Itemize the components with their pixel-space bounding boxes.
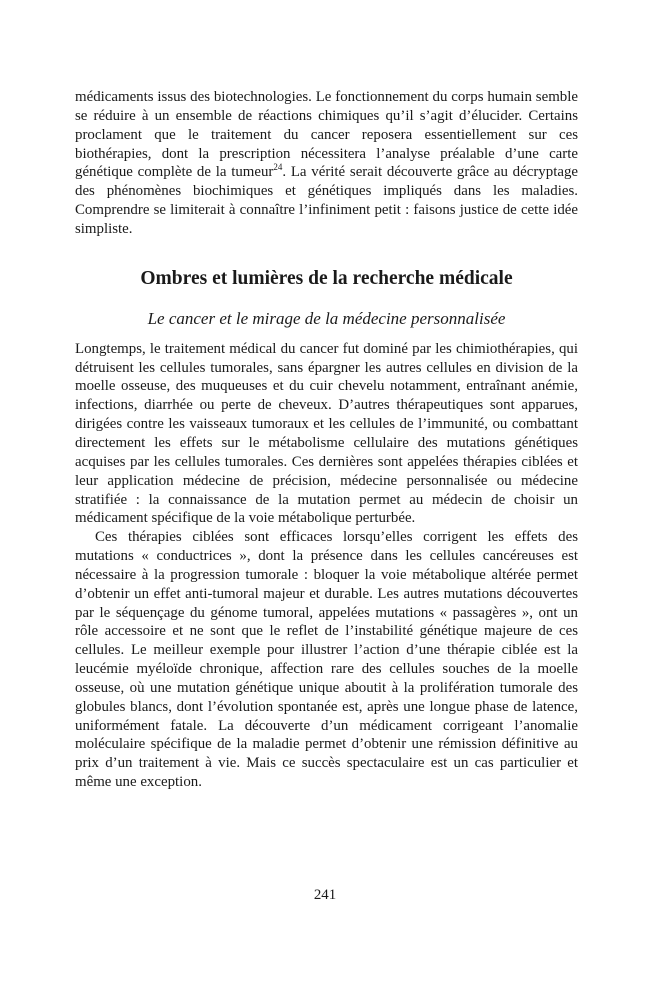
intro-paragraph — [75, 88, 578, 239]
page-number: 241 — [313, 887, 337, 903]
intro-text-part-1: médicaments issus des biotechnologies. Le fonctionnement du corps humain semble se réduire à un ensemble de réactions chimiques qu’il s’agit d’élucider. Certains proclament que le traitement du cancer reposera essentiellement sur ces biothérapies, dont la prescription nécessitera l’analyse préalable d’une carte génétique complète de la tumeur — [75, 89, 578, 181]
footnote-reference[interactable]: 24 — [273, 162, 283, 173]
section-title: Ombres et lumières de la recherche médicale — [140, 267, 513, 289]
intro-text-part-2: . La vérité serait découverte grâce au décryptage des phénomènes biochimiques et génétiques impliqués dans les maladies. Comprendre se limiterait à connaître l’infiniment petit : faisons justice de cette idée simpliste. — [75, 164, 578, 237]
body-paragraph-2: Ces thérapies ciblées sont efficaces lorsqu’elles corrigent les effets des mutations « conductrices », dont la présence dans les cellules cancéreuses est nécessaire à la progression tumorale : bloquer la voie métabolique altérée permet d’obtenir un effet anti-tumoral majeur et durable. Les autres mutations découvertes par le séquençage du génome tumoral, appelées mutations « passagères », ont un rôle accessoire et ne sont que le reflet de l’instabilité génétique majeure de ces cellules. Le meilleur exemple pour illustrer l’action d’une thérapie ciblée est la leucémie myéloïde chronique, affection rare des cellules souches de la moelle osseuse, où une mutation génétique unique aboutit à la prolifération tumorale des globules blancs, dont l’évolution spontanée est, après une longue phase de latence, uniformément fatale. La découverte d’un médicament corrigeant l’anomalie moléculaire spécifique de la maladie permet d’obtenir une rémission définitive au prix d’un traitement à vie. Mais ce succès spectaculaire est un cas particulier et même une exception. — [75, 529, 578, 791]
body-paragraph-1: Longtemps, le traitement médical du cancer fut dominé par les chimiothérapies, qui détruisent les cellules tumorales, sans épargner les autres cellules en division de la moelle osseuse, des muqueuses et du cuir chevelu notamment, entraînant anémie, infections, diarrhée ou perte de cheveux. D’autres thérapeutiques sont apparues, dirigées contre les vaisseaux tumoraux et les cellules de l’immunité, ou combattant directement les effets sur le métabolisme cellulaire des mutations génétiques acquises par les cellules tumorales. Ces dernières sont appelées thérapies ciblées et leur application médecine de précision, médecine personnalisée ou médecine stratifiée : la connaissance de la mutation permet au médecin de choisir un médicament spécifique de la voie métabolique perturbée. — [75, 340, 578, 527]
section-subtitle: Le cancer et le mirage de la médecine personnalisée — [147, 308, 506, 328]
page-body — [75, 88, 578, 792]
